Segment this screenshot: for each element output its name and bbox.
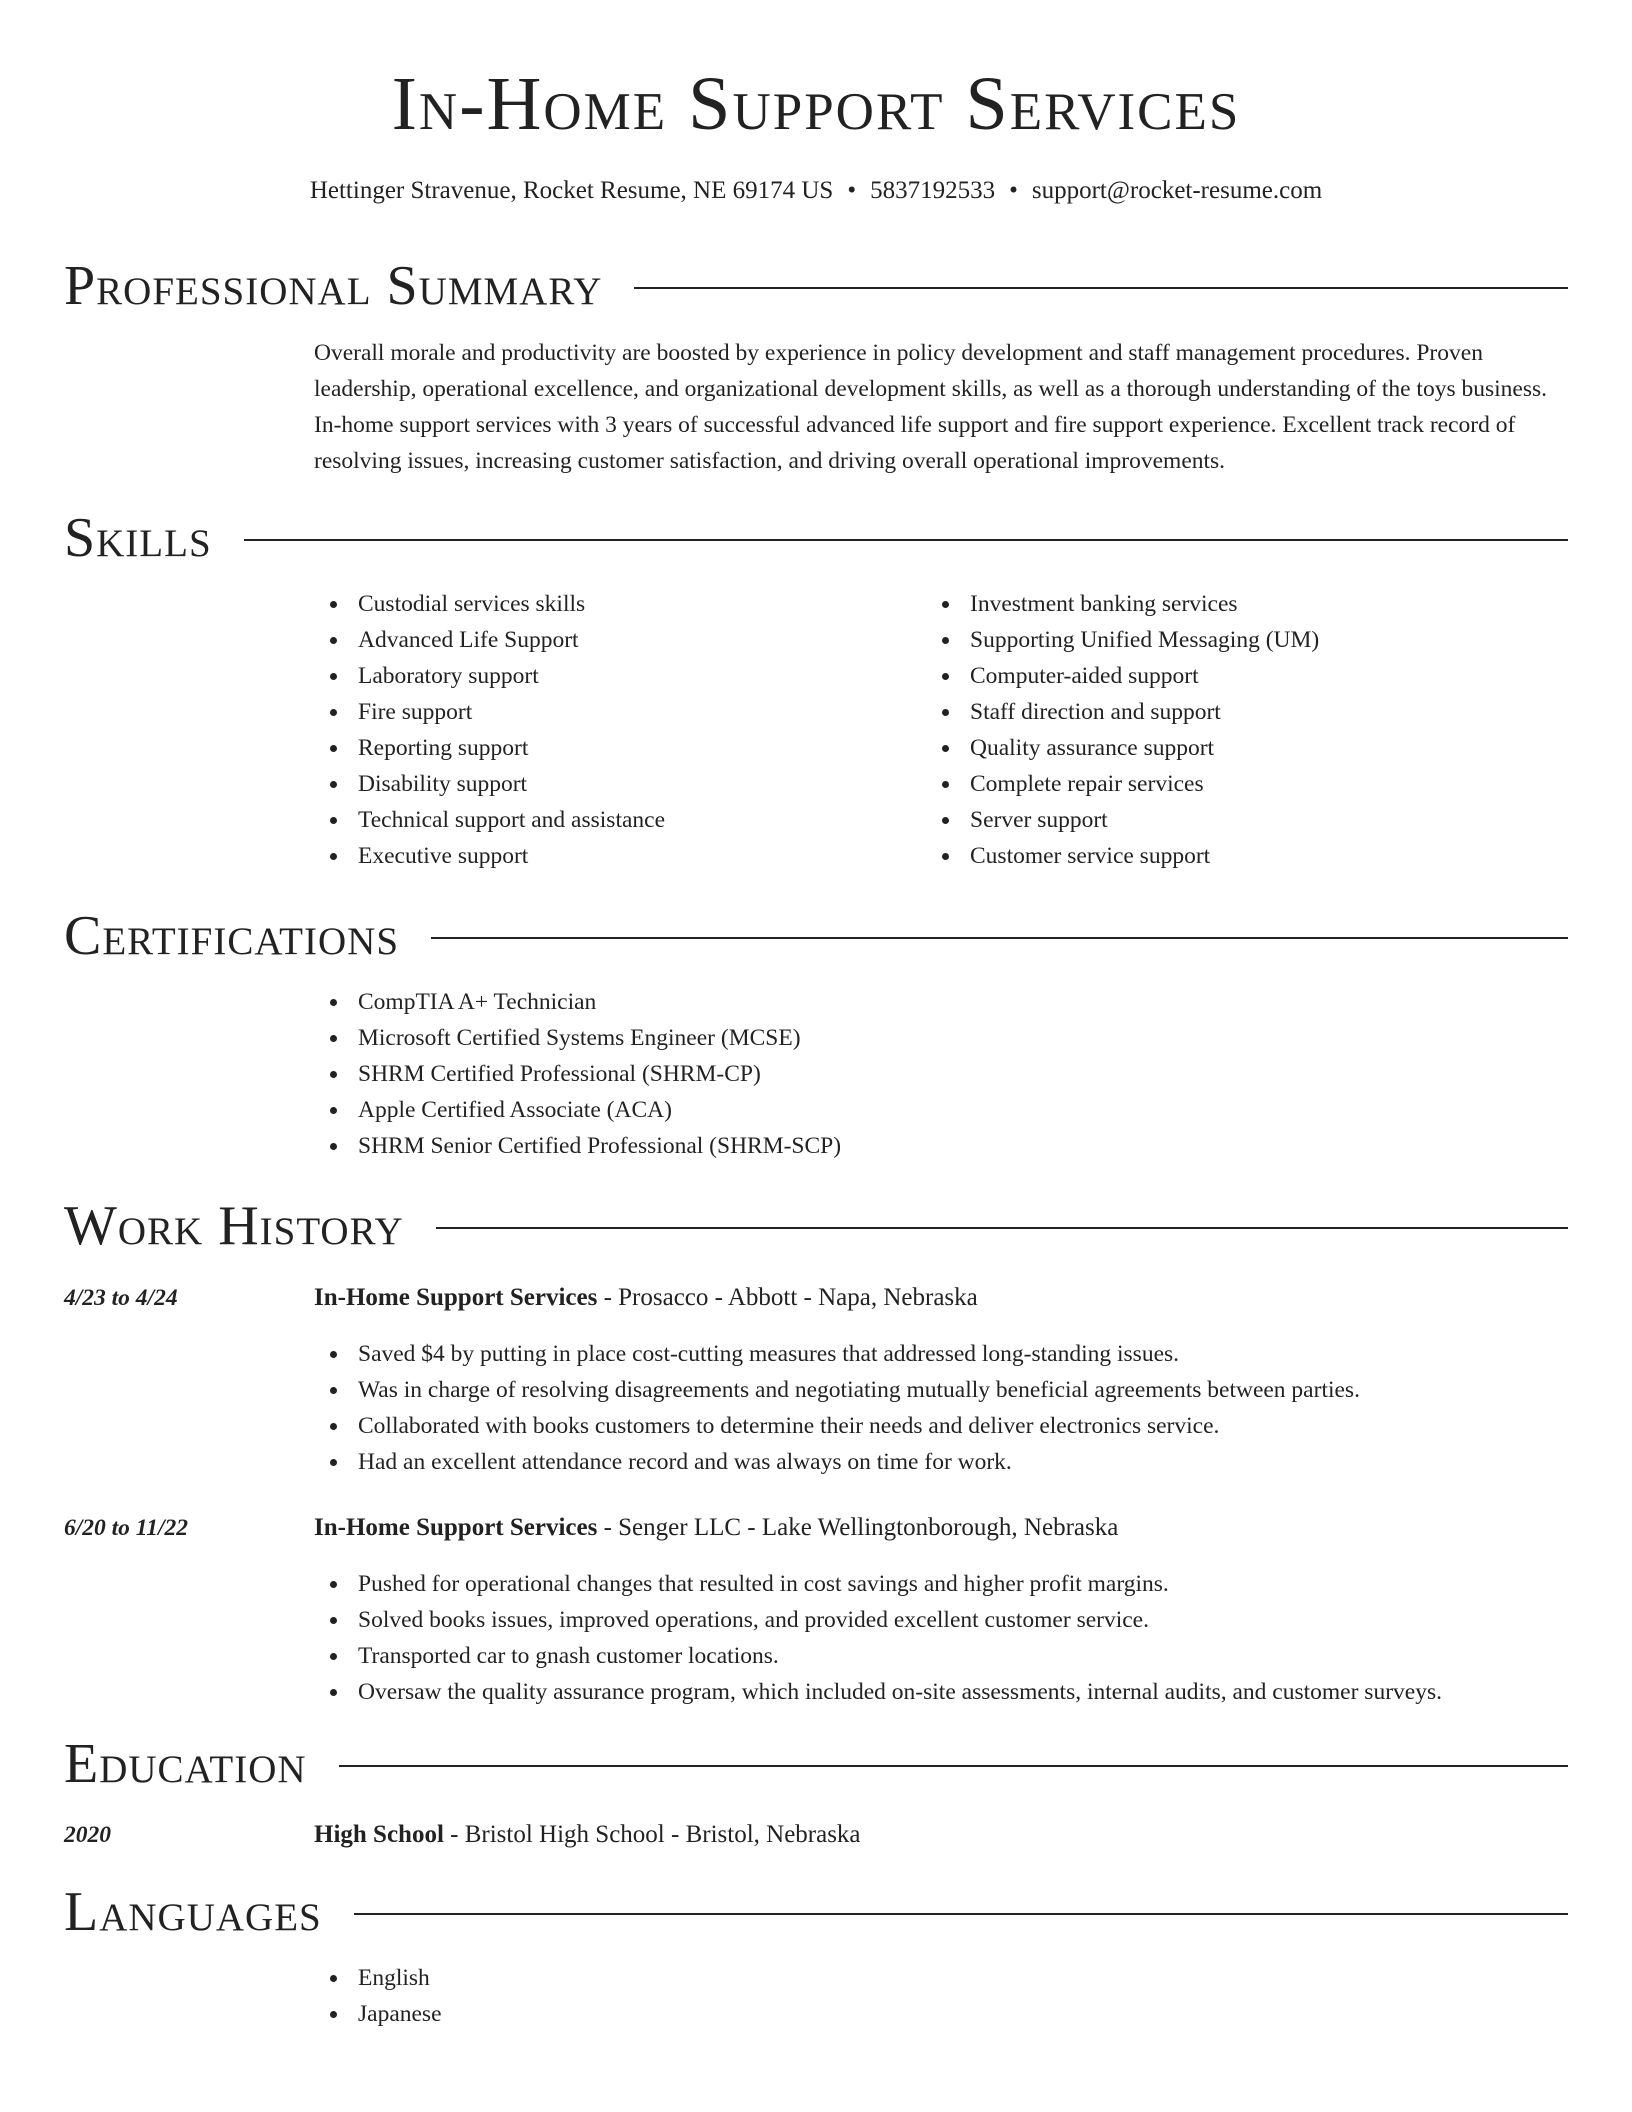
section-divider: [339, 1765, 1568, 1767]
job-dates: 6/20 to 11/22: [64, 1515, 189, 1541]
job-details: - Senger LLC - Lake Wellingtonborough, Nebraska: [597, 1514, 1119, 1541]
skill-item: Quality assurance support: [926, 730, 1319, 766]
summary-title: Professional Summary: [64, 255, 603, 317]
contact-email[interactable]: support@rocket-resume.com: [1031, 177, 1323, 204]
languages-section-header: [64, 1882, 1568, 1942]
section-divider: [634, 287, 1568, 289]
job-bullet: Oversaw the quality assurance program, which included on-site assessments, internal audits, and customer surveys.: [314, 1674, 1442, 1710]
education-year: 2020: [64, 1822, 111, 1848]
education-section-header: [64, 1734, 1568, 1794]
certification-item: Microsoft Certified Systems Engineer (MCSE): [314, 1020, 841, 1056]
section-divider: [244, 539, 1568, 541]
job-bullets-column: [314, 1566, 1442, 1710]
languages-column: [314, 1960, 442, 2032]
skills-title: Skills: [64, 507, 212, 569]
skills-column-left: [314, 586, 665, 874]
skill-item: Reporting support: [314, 730, 665, 766]
education-title: Education: [64, 1733, 307, 1795]
education-heading: [314, 1819, 861, 1851]
job-bullets-column: [314, 1336, 1360, 1480]
section-divider: [436, 1227, 1568, 1229]
skill-item: Fire support: [314, 694, 665, 730]
contact-separator: •: [847, 177, 857, 204]
job-bullet: Collaborated with books customers to determine their needs and deliver electronics service.: [314, 1408, 1360, 1444]
skill-item: Customer service support: [926, 838, 1319, 874]
section-divider: [431, 937, 1568, 939]
languages-list: [314, 1960, 442, 2032]
job-bullets: [314, 1566, 1442, 1710]
language-item: Japanese: [314, 1996, 442, 2032]
certifications-section-header: [64, 906, 1568, 966]
education-degree: High School: [314, 1821, 444, 1848]
work-section-header: [64, 1196, 1568, 1256]
skill-item: Custodial services skills: [314, 586, 665, 622]
skill-item: Laboratory support: [314, 658, 665, 694]
skills-list-right: [926, 586, 1319, 874]
skill-item: Server support: [926, 802, 1319, 838]
certification-item: CompTIA A+ Technician: [314, 984, 841, 1020]
certifications-column: [314, 984, 841, 1164]
skill-item: Technical support and assistance: [314, 802, 665, 838]
skills-list-left: [314, 586, 665, 874]
job-bullet: Had an excellent attendance record and was always on time for work.: [314, 1444, 1360, 1480]
summary-text: Overall morale and productivity are boosted by experience in policy development and staff management procedures. Proven leadership, operational excellence, and organizational development skills, as well as a thorough understanding of the toys business. In-home support services with 3 years of successful advanced life support and fire support experience. Excellent track record of resolving issues, increasing customer satisfaction, and driving overall operational improvements.: [314, 340, 1547, 474]
contact-line: [0, 175, 1632, 207]
work-title: Work History: [64, 1195, 404, 1257]
certification-item: SHRM Senior Certified Professional (SHRM-SCP): [314, 1128, 841, 1164]
job-bullet: Was in charge of resolving disagreements and negotiating mutually beneficial agreements between parties.: [314, 1372, 1360, 1408]
resume-name: In-Home Support Services: [391, 62, 1241, 146]
summary-section-header: [64, 256, 1568, 316]
job-bullet: Saved $4 by putting in place cost-cutting measures that addressed long-standing issues.: [314, 1336, 1360, 1372]
skill-item: Disability support: [314, 766, 665, 802]
job-bullets: [314, 1336, 1360, 1480]
skills-column-right: [926, 586, 1319, 874]
languages-title: Languages: [64, 1881, 322, 1943]
certification-item: Apple Certified Associate (ACA): [314, 1092, 841, 1128]
job-details: - Prosacco - Abbott - Napa, Nebraska: [597, 1284, 978, 1311]
contact-separator: •: [1009, 177, 1018, 204]
job-bullet: Solved books issues, improved operations, and provided excellent customer service.: [314, 1602, 1442, 1638]
job-heading: [314, 1512, 1118, 1544]
contact-phone: 5837192533: [870, 177, 996, 204]
job-position: In-Home Support Services: [314, 1514, 598, 1541]
certification-item: SHRM Certified Professional (SHRM-CP): [314, 1056, 841, 1092]
skill-item: Staff direction and support: [926, 694, 1319, 730]
skills-section-header: [64, 508, 1568, 568]
language-item: English: [314, 1960, 442, 1996]
job-bullet: Pushed for operational changes that resulted in cost savings and higher profit margins.: [314, 1566, 1442, 1602]
job-bullet: Transported car to gnash customer locations.: [314, 1638, 1442, 1674]
certifications-list: [314, 984, 841, 1164]
job-position: In-Home Support Services: [314, 1284, 598, 1311]
skill-item: Computer-aided support: [926, 658, 1319, 694]
contact-address: Hettinger Stravenue, Rocket Resume, NE 69174 US: [309, 177, 834, 204]
job-dates: 4/23 to 4/24: [64, 1285, 178, 1311]
skill-item: Complete repair services: [926, 766, 1319, 802]
job-heading: [314, 1282, 978, 1314]
education-details: - Bristol High School - Bristol, Nebraska: [443, 1821, 861, 1848]
section-divider: [354, 1913, 1568, 1915]
certifications-title: Certifications: [64, 905, 400, 967]
skill-item: Advanced Life Support: [314, 622, 665, 658]
skill-item: Supporting Unified Messaging (UM): [926, 622, 1319, 658]
skill-item: Executive support: [314, 838, 665, 874]
skill-item: Investment banking services: [926, 586, 1319, 622]
